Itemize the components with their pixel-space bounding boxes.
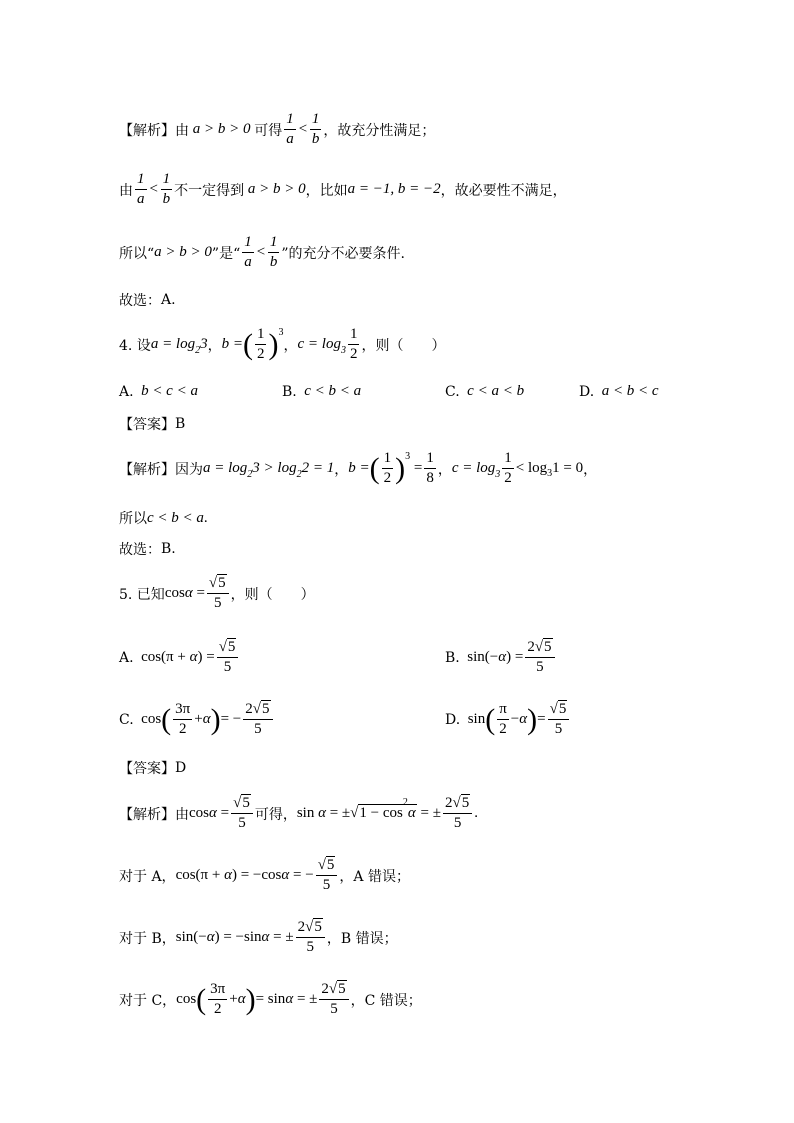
fraction: $\frac{1}{2}$ — [349, 326, 358, 362]
question-number: 4. 设 — [119, 337, 151, 354]
text: ，比如 — [305, 182, 348, 199]
option-letter: D. — [579, 383, 595, 400]
q5-answer-line — [119, 758, 186, 778]
q4-analysis-line: 【解析】 因为 $a = \log_23 > \log_22 = 1$ ， b = ( $\frac{1}{2}$ ) 3 = $\frac{1}{8}$ ， $c = \log_3$ $\frac{1}{2}$ < log 3 1 = 0 ， — [119, 450, 598, 486]
text: ，则（ ） — [230, 586, 315, 603]
option-letter: D. — [445, 711, 461, 728]
analysis-label: 【解析】 — [119, 806, 175, 823]
text: 可得 — [254, 122, 283, 139]
math: = sinα = ± — [255, 991, 318, 1007]
fraction: $\frac{1}{2}$ — [256, 326, 265, 362]
fraction: $\frac{√5}{5}$ — [548, 702, 570, 737]
math: sin(−α) = −sinα = ± — [175, 929, 294, 945]
q4-option-d: D. a < b < c — [579, 383, 659, 400]
q4-option-b: B. c < b < a — [282, 383, 362, 400]
option-letter: A. — [119, 383, 134, 400]
text: 由 — [119, 182, 133, 199]
q5-analysis-line: 【解析】 由 cosα = $\frac{√5}{5}$ 可得， $\sin \alpha = \pm√1 - \cos^2\alpha$ = ± $\frac{2√5}{5}$ . — [119, 795, 478, 831]
text: ，C 错误； — [350, 992, 422, 1009]
math: b = — [348, 460, 370, 476]
fraction: $\frac{1}{a}$ — [244, 234, 252, 270]
q3-analysis-line-1: 【解析】 由 a > b > 0 可得 $\frac{1}{a}$ < $\frac{1}{b}$ ，故充分性满足； — [119, 111, 436, 147]
math: a > b > 0 — [154, 244, 212, 260]
answer-value: B — [175, 416, 186, 432]
q5-option-a: A. cos(π + α) = $\frac{√5}{5}$ — [119, 640, 240, 675]
choose-label: 故选： — [119, 293, 161, 309]
q5-stem — [119, 576, 315, 611]
math: $a = \log_23 > \log_22 = 1$ — [203, 460, 335, 480]
choose-label: 故选： — [119, 542, 161, 558]
choice-value: A. — [161, 292, 176, 308]
math: c < b < a — [147, 509, 204, 526]
choice-value: B. — [161, 541, 176, 557]
fraction: $\frac{1}{a}$ — [137, 171, 145, 207]
fraction: $\frac{3\pi}{2}$ — [175, 701, 191, 737]
math: b = — [221, 336, 243, 352]
text: ，则（ ） — [361, 337, 446, 354]
analysis-label: 【解析】 — [119, 122, 175, 139]
text: ，B 错误； — [326, 930, 398, 947]
fraction: $\frac{3\pi}{2}$ — [210, 981, 226, 1017]
text: 由 — [175, 806, 189, 823]
fraction: $\frac{1}{8}$ — [426, 450, 434, 486]
text: 可得， — [254, 806, 297, 823]
fraction: $\frac{2√5}{5}$ — [525, 640, 554, 675]
math: a > b > 0 — [189, 121, 251, 137]
option-letter: B. — [282, 383, 297, 400]
math: $c = \log_3$ — [297, 336, 346, 356]
q5-for-c-line: 对于 C， cos ( $\frac{3\pi}{2}$ +α ) = sinα = ± $\frac{2√5}{5}$ ，C 错误； — [119, 981, 422, 1017]
q3-analysis-line-2: 由 $\frac{1}{a}$ < $\frac{1}{b}$ 不一定得到 a > b > 0 ，比如 a = −1, b = −2 ，故必要性不满足， — [119, 171, 567, 207]
option-letter: B. — [445, 649, 460, 666]
fraction: $\frac{√5}{5}$ — [316, 858, 338, 893]
q3-analysis-line-3: 所以“ a > b > 0 ”是“ $\frac{1}{a}$ < $\frac{1}{b}$ ”的充分不必要条件. — [119, 234, 405, 270]
q5-for-b-line — [119, 920, 398, 955]
fraction: $\frac{1}{2}$ — [383, 450, 392, 486]
math: $c = \log_3$ — [451, 460, 501, 480]
fraction: $\frac{√5}{5}$ — [231, 796, 253, 831]
text: 对于 C， — [119, 992, 177, 1009]
q5-option-c: C. cos ( $\frac{3\pi}{2}$ +α ) = − $\frac{2√5}{5}$ — [119, 702, 275, 737]
text: 对于 A， — [119, 868, 176, 885]
text: 不一定得到 — [174, 182, 245, 199]
q4-choice-line — [119, 539, 176, 559]
fraction: $\frac{1}{a}$ — [286, 111, 294, 147]
text: 对于 B， — [119, 930, 176, 947]
text: ”的充分不必要条件. — [281, 245, 405, 262]
q4-conclusion-line: 所以 c < b < a . — [119, 509, 208, 527]
fraction: $\frac{2√5}{5}$ — [243, 702, 272, 737]
fraction: $\frac{\pi}{2}$ — [499, 701, 507, 737]
q5-for-a-line — [119, 858, 410, 893]
math: $\sin \alpha = \pm√1 - \cos^2\alpha$ = ± — [296, 797, 441, 821]
q4-answer-line — [119, 414, 185, 434]
option-letter: C. — [445, 383, 460, 400]
text: ，故必要性不满足， — [440, 182, 567, 199]
text: ，A 错误； — [339, 868, 410, 885]
fraction: $\frac{√5}{5}$ — [217, 640, 239, 675]
text: 因为 — [175, 461, 203, 478]
answer-label: 【答案】 — [119, 761, 175, 777]
q3-choice-line — [119, 290, 176, 310]
math: a > b > 0 — [244, 181, 306, 197]
fraction: $\frac{2√5}{5}$ — [319, 982, 348, 1017]
text: 所以“ — [119, 245, 155, 262]
fraction: $\frac{1}{2}$ — [504, 450, 512, 486]
fraction: $\frac{1}{b}$ — [269, 234, 278, 270]
fraction: $\frac{1}{b}$ — [311, 111, 320, 147]
q4-stem: 4. 设 $a = \log_23$ ， b = ( $\frac{1}{2}$ ) 3 ， $c = \log_3$ $\frac{1}{2}$ ，则（ ） — [119, 326, 446, 362]
fraction: $\frac{1}{b}$ — [162, 171, 171, 207]
math: a = −1, b = −2 — [347, 181, 441, 197]
analysis-label: 【解析】 — [119, 461, 175, 478]
text: 所以 — [119, 511, 147, 527]
text: ”是“ — [211, 245, 241, 262]
option-letter: A. — [119, 649, 134, 666]
option-letter: C. — [119, 711, 134, 728]
text: ，故充分性满足； — [323, 122, 436, 139]
math: cosα = — [189, 805, 230, 821]
q4-option-a: A. b < c < a — [119, 383, 198, 400]
math: $a = \log_23$ — [150, 336, 208, 356]
math: cosα = — [164, 585, 205, 601]
math: cos(π + α) = −cosα = − — [175, 867, 314, 883]
answer-value: D — [175, 760, 187, 776]
q4-option-c: C. c < a < b — [445, 383, 525, 400]
q5-option-d: D. sin ( $\frac{\pi}{2}$ −α ) = $\frac{√5}{5}$ — [445, 702, 571, 737]
question-number: 5. 已知 — [119, 586, 165, 603]
q5-option-b: B. sin(−α) = $\frac{2√5}{5}$ — [445, 640, 557, 675]
fraction: $\frac{2√5}{5}$ — [443, 796, 472, 831]
fraction: $\frac{√5}{5}$ — [207, 576, 229, 611]
fraction: $\frac{2√5}{5}$ — [296, 920, 325, 955]
text: 由 — [175, 122, 189, 139]
answer-label: 【答案】 — [119, 417, 175, 433]
